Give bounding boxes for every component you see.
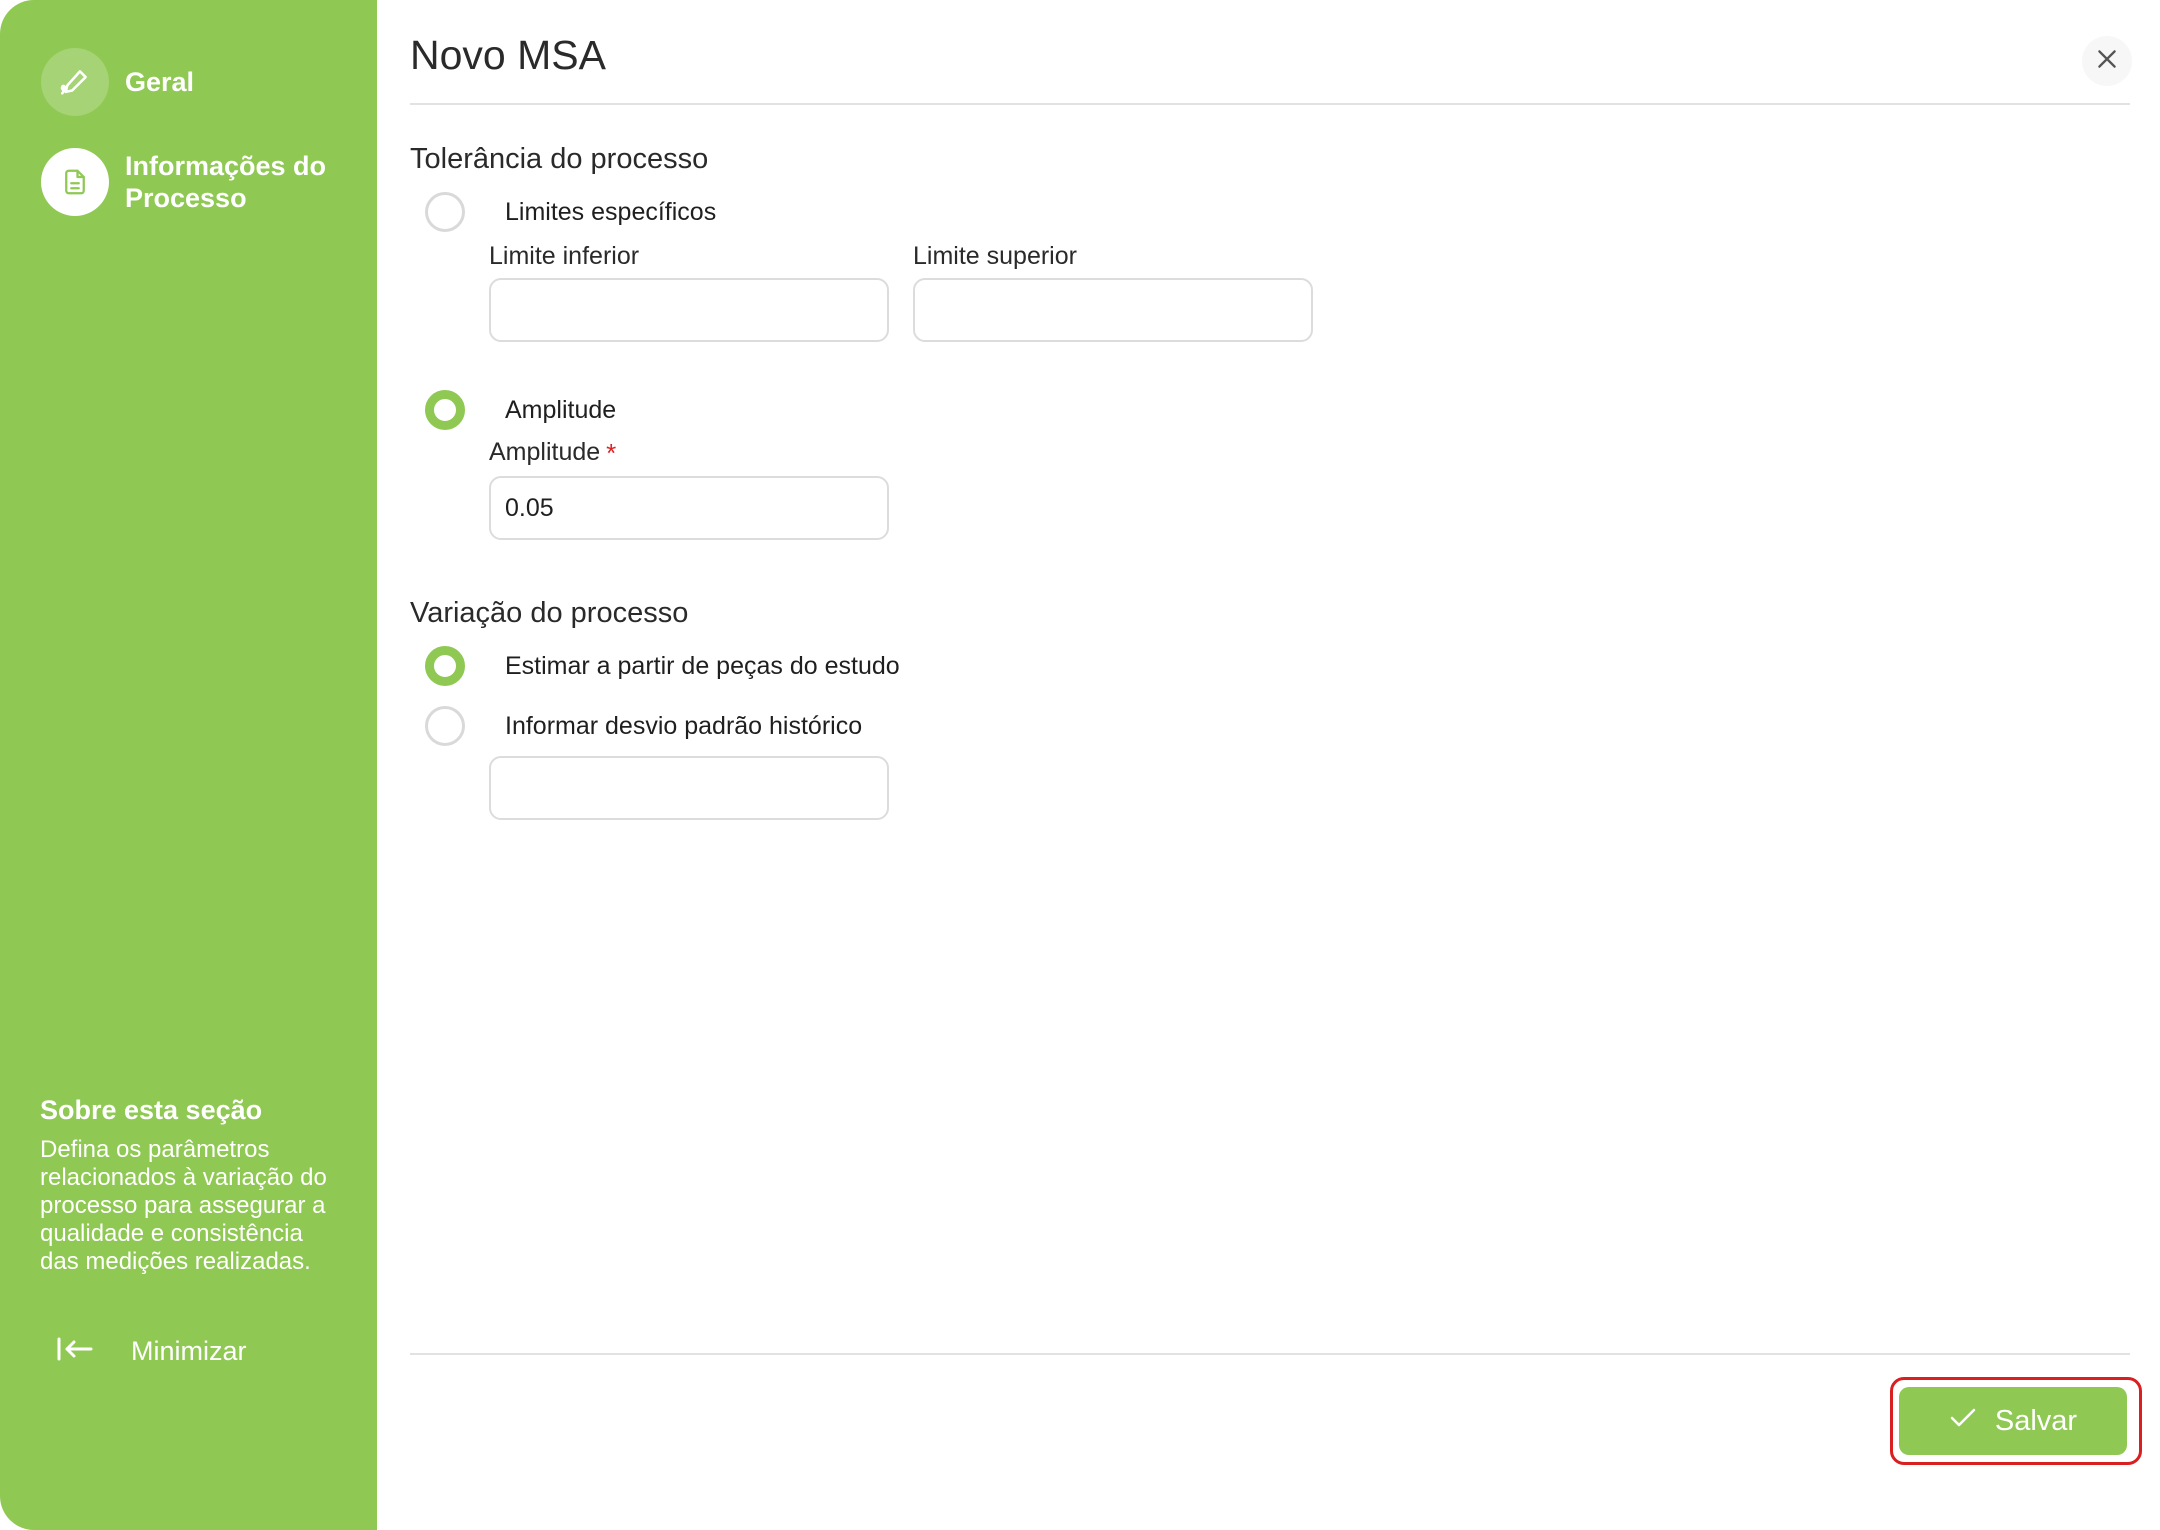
about-title: Sobre esta seção (40, 1095, 263, 1125)
radio-label: Informar desvio padrão histórico (505, 711, 863, 740)
radio-estimar-pecas[interactable] (425, 646, 900, 686)
header-divider (410, 103, 2130, 105)
upper-limit-label: Limite superior (913, 242, 1077, 270)
lower-limit-input[interactable] (489, 278, 889, 342)
upper-limit-input[interactable] (913, 278, 1313, 342)
radio-label: Amplitude (505, 395, 617, 424)
historic-std-dev-input[interactable] (489, 756, 889, 820)
amplitude-input[interactable] (489, 476, 889, 540)
tolerance-section-title: Tolerância do processo (410, 143, 709, 175)
about-text: Defina os parâmetros relacionados à variação do processo para assegurar a qualidade e consistência das medições realizadas. (40, 1136, 327, 1275)
save-button[interactable] (1899, 1387, 2127, 1455)
radio-label: Estimar a partir de peças do estudo (505, 651, 900, 680)
about-section (40, 1095, 330, 1276)
radio-button[interactable] (425, 706, 465, 746)
radio-label: Limites específicos (505, 197, 717, 226)
radio-desvio-historico[interactable] (425, 706, 862, 746)
sidebar-item-label: Informações do Processo (125, 151, 327, 213)
dialog (377, 0, 2160, 1530)
collapse-left-icon (55, 1335, 95, 1368)
save-label: Salvar (1994, 1404, 2078, 1437)
signature-icon (41, 48, 109, 116)
radio-button[interactable] (425, 192, 465, 232)
amplitude-label (489, 438, 616, 469)
variation-section-title: Variação do processo (410, 597, 689, 629)
close-button[interactable] (2082, 36, 2132, 86)
radio-limites-especificos[interactable] (425, 192, 716, 232)
required-marker: * (606, 438, 617, 468)
amplitude-label-text: Amplitude (489, 438, 601, 466)
save-button-highlight (1890, 1377, 2142, 1465)
minimize-label: Minimizar (131, 1336, 247, 1366)
minimize-button[interactable] (55, 1335, 247, 1368)
sidebar-item-label: Geral (125, 67, 195, 97)
document-icon (41, 148, 109, 216)
radio-button[interactable] (425, 646, 465, 686)
close-icon (2094, 46, 2120, 77)
sidebar (0, 0, 377, 1530)
page-title: Novo MSA (410, 32, 606, 78)
radio-amplitude[interactable] (425, 390, 616, 430)
footer-divider (410, 1353, 2130, 1355)
radio-button[interactable] (425, 390, 465, 430)
sidebar-item-geral[interactable] (41, 48, 194, 116)
sidebar-item-informacoes-processo[interactable] (41, 148, 355, 216)
check-icon (1949, 1405, 1977, 1438)
lower-limit-label: Limite inferior (489, 242, 640, 270)
